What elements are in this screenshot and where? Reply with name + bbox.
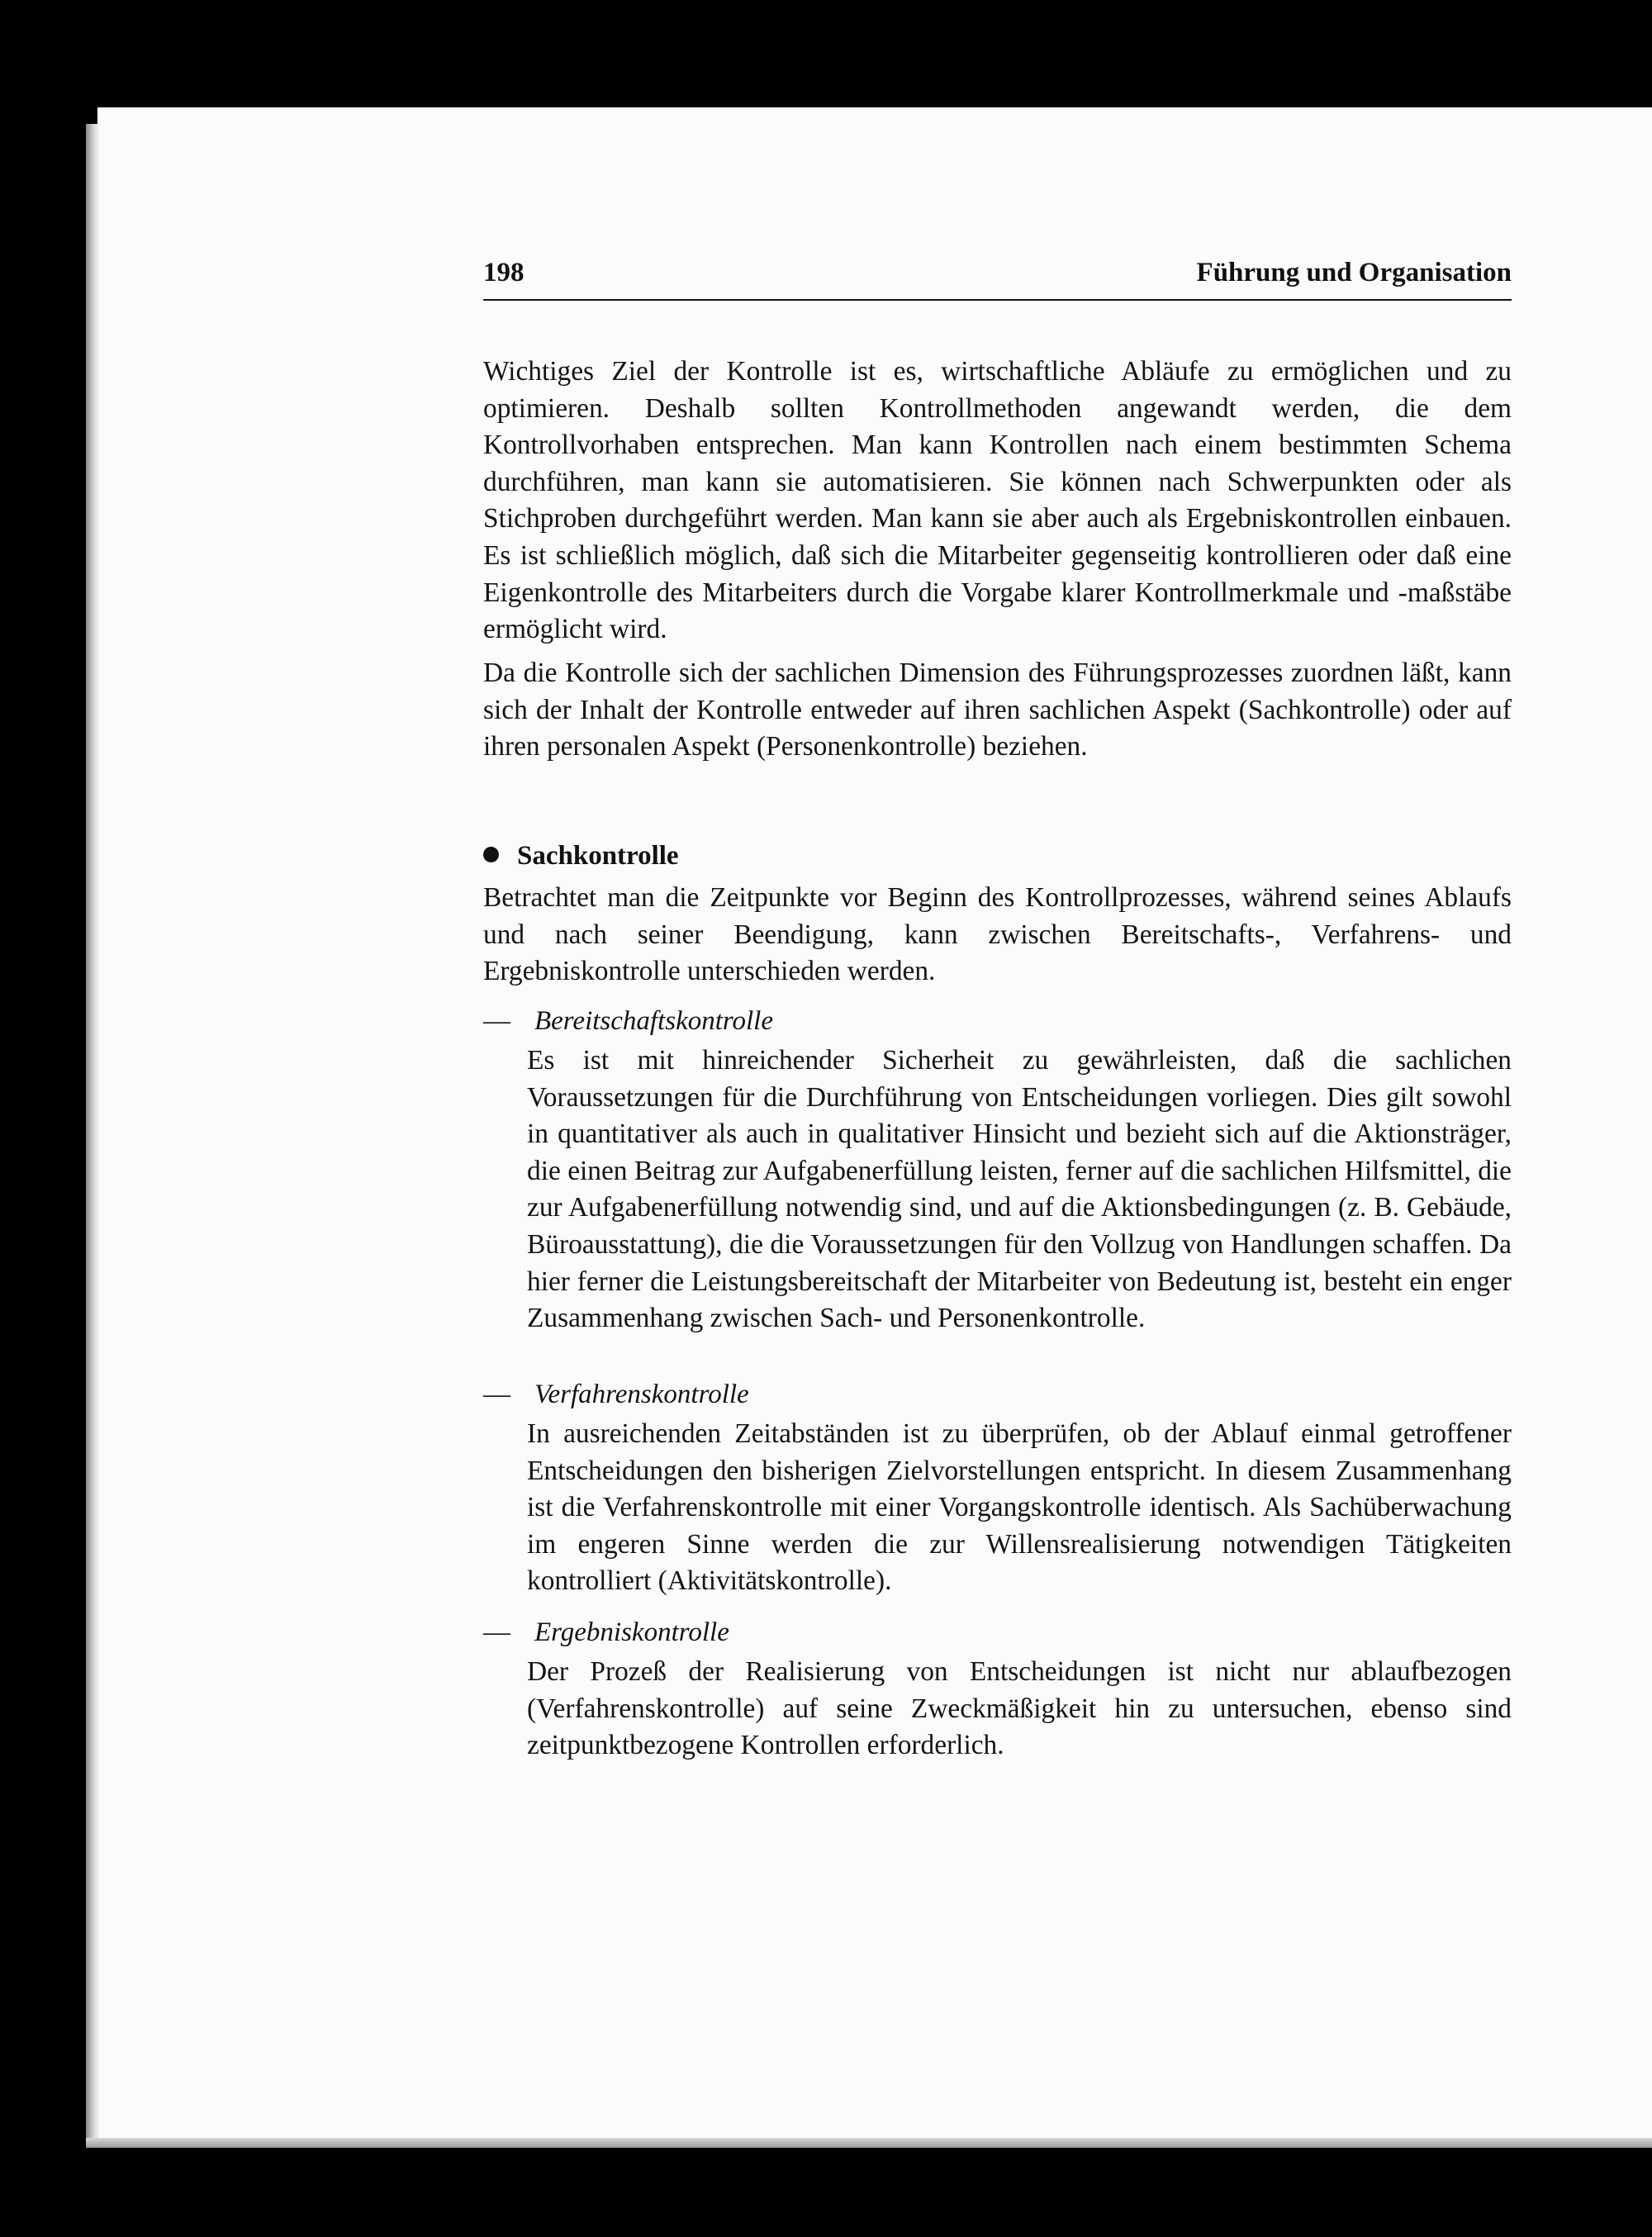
running-header xyxy=(483,258,1512,301)
item-body-verfahrenskontrolle: In ausreichenden Zeitabständen ist zu überprüfen, ob der Ablauf einmal getroffener Entscheidungen den bisherigen Zielvorstellungen entspricht. In diesem Zusammenhang ist die Verfahrenskontrolle mit einer Vorgangskontrolle identisch. Als Sachüberwachung im engeren Sinne werden die zur Willensrealisierung notwendigen Tätigkeiten kontrolliert (Aktivitätskontrolle). xyxy=(527,1418,1512,1597)
item-heading-bereitschaftskontrolle xyxy=(483,1006,773,1037)
page-edge xyxy=(86,124,99,2140)
section-heading-label: Sachkontrolle xyxy=(517,841,679,871)
paragraph-text: Wichtiges Ziel der Kontrolle ist es, wirtschaftliche Abläufe zu ermöglichen und zu optimieren. Deshalb sollten Kontrollmethoden angewandt werden, die dem Kontrollvorhaben entsprechen. Man kann Kontrollen nach einem bestimmten Schema durchführen, man kann sie automatisieren. Sie können nach Schwerpunkten oder als Stichproben durchgeführt werden. Man kann sie aber auch als Ergebniskontrollen einbauen. Es ist schließlich möglich, daß sich die Mitarbeiter gegenseitig kontrollieren oder daß eine Eigenkontrolle des Mitarbeiters durch die Vorgabe klarer Kontrollmerkmale und -maßstäbe ermöglicht wird. xyxy=(483,356,1512,645)
paragraph-1 xyxy=(483,354,1512,648)
dash-marker: — xyxy=(483,1617,510,1647)
bullet-icon xyxy=(483,847,499,862)
dash-marker: — xyxy=(483,1006,510,1036)
item-title: Bereitschaftskontrolle xyxy=(534,1006,773,1036)
item-heading-verfahrenskontrolle xyxy=(483,1380,749,1410)
item-body-bereitschaftskontrolle: Es ist mit hinreichender Sicherheit zu gewährleisten, daß die sachlichen Voraussetzungen für die Durchführung von Entscheidungen vorliegen. Dies gilt sowohl in quantitativer als auch in qualitativer Hinsicht und bezieht sich auf die Aktionsträger, die einen Beitrag zur Aufgabenerfüllung leisten, ferner auf die sachlichen Hilfsmittel, die zur Aufgabenerfüllung notwendig sind, und auf die Aktionsbedingungen (z. B. Gebäude, Büroausstattung), die die Voraussetzungen für den Vollzug von Handlungen schaffen. Da hier ferner die Leistungsbereitschaft der Mitarbeiter von Bedeutung ist, besteht ein enger Zusammenhang zwischen Sach- und Personenkontrolle. xyxy=(527,1045,1512,1334)
paragraph-2 xyxy=(483,655,1512,766)
page-bottom-edge xyxy=(86,2138,1652,2148)
dash-marker: — xyxy=(483,1380,510,1409)
paragraph-text: Betrachtet man die Zeitpunkte vor Beginn des Kontrollprozesses, während seines Ablaufs und nach seiner Beendigung, kann zwischen Bereitschafts-, Verfahrens- und Ergebniskontrolle unterschieden werden. xyxy=(483,882,1512,987)
section-intro xyxy=(483,880,1512,990)
item-title: Ergebniskontrolle xyxy=(534,1617,729,1647)
paragraph-text: Da die Kontrolle sich der sachlichen Dimension des Führungsprozesses zuordnen läßt, kann sich der Inhalt der Kontrolle entweder auf ihren sachlichen Aspekt (Sachkontrolle) oder auf ihren personalen Aspekt (Personenkontrolle) beziehen. xyxy=(483,658,1512,762)
item-body-ergebniskontrolle: Der Prozeß der Realisierung von Entscheidungen ist nicht nur ablaufbezogen (Verfahrenskontrolle) auf seine Zweckmäßigkeit hin zu untersuchen, ebenso sind zeitpunktbezogene Kontrollen erforderlich. xyxy=(527,1656,1512,1761)
running-title: Führung und Organisation xyxy=(1196,258,1512,287)
page-number: 198 xyxy=(483,258,525,287)
item-heading-ergebniskontrolle xyxy=(483,1617,729,1648)
section-heading xyxy=(483,841,679,872)
item-title: Verfahrenskontrolle xyxy=(534,1380,749,1409)
